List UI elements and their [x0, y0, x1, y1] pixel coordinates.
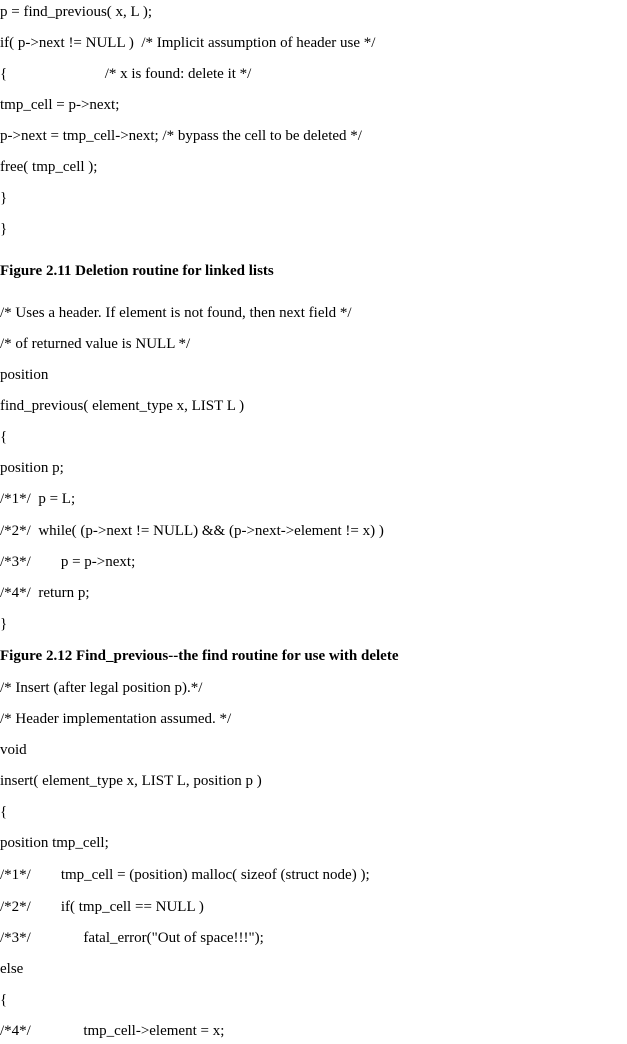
code-line: /*1*/ p = L;	[0, 491, 76, 507]
code-line: /*2*/ if( tmp_cell == NULL )	[0, 899, 204, 915]
code-line: position tmp_cell;	[0, 835, 109, 851]
code-line: /*3*/ fatal_error("Out of space!!!");	[0, 930, 264, 946]
code-line: p = find_previous( x, L );	[0, 4, 153, 20]
code-line: else	[0, 961, 24, 977]
code-line: /* Insert (after legal position p).*/	[0, 680, 203, 696]
code-line: }	[0, 190, 8, 206]
code-line: /* Uses a header. If element is not found, then next field */	[0, 305, 352, 321]
code-line: tmp_cell = p->next;	[0, 97, 120, 113]
code-line: insert( element_type x, LIST L, position p )	[0, 773, 262, 789]
code-line: position	[0, 367, 49, 383]
figure-caption: Figure 2.12 Find_previous--the find routine for use with delete	[0, 648, 399, 664]
code-line: /*4*/ return p;	[0, 585, 90, 601]
code-line: free( tmp_cell );	[0, 159, 98, 175]
code-line: }	[0, 221, 8, 237]
code-line: {	[0, 429, 8, 445]
figure-caption: Figure 2.11 Deletion routine for linked lists	[0, 263, 274, 279]
code-line: void	[0, 742, 27, 758]
code-line: /*3*/ p = p->next;	[0, 554, 136, 570]
code-line: position p;	[0, 460, 64, 476]
code-line: {	[0, 992, 8, 1008]
code-line: p->next = tmp_cell->next; /* bypass the cell to be deleted */	[0, 128, 362, 144]
code-line: { /* x is found: delete it */	[0, 66, 252, 82]
code-line: if( p->next != NULL ) /* Implicit assumption of header use */	[0, 35, 376, 51]
code-line: /* Header implementation assumed. */	[0, 711, 232, 727]
code-line: {	[0, 804, 8, 820]
code-line: /*2*/ while( (p->next != NULL) && (p->next->element != x) )	[0, 523, 384, 539]
code-line: /*4*/ tmp_cell->element = x;	[0, 1023, 225, 1039]
code-line: find_previous( element_type x, LIST L )	[0, 398, 245, 414]
code-line: /*1*/ tmp_cell = (position) malloc( sizeof (struct node) );	[0, 867, 370, 883]
code-line: /* of returned value is NULL */	[0, 336, 191, 352]
code-line: }	[0, 616, 8, 632]
